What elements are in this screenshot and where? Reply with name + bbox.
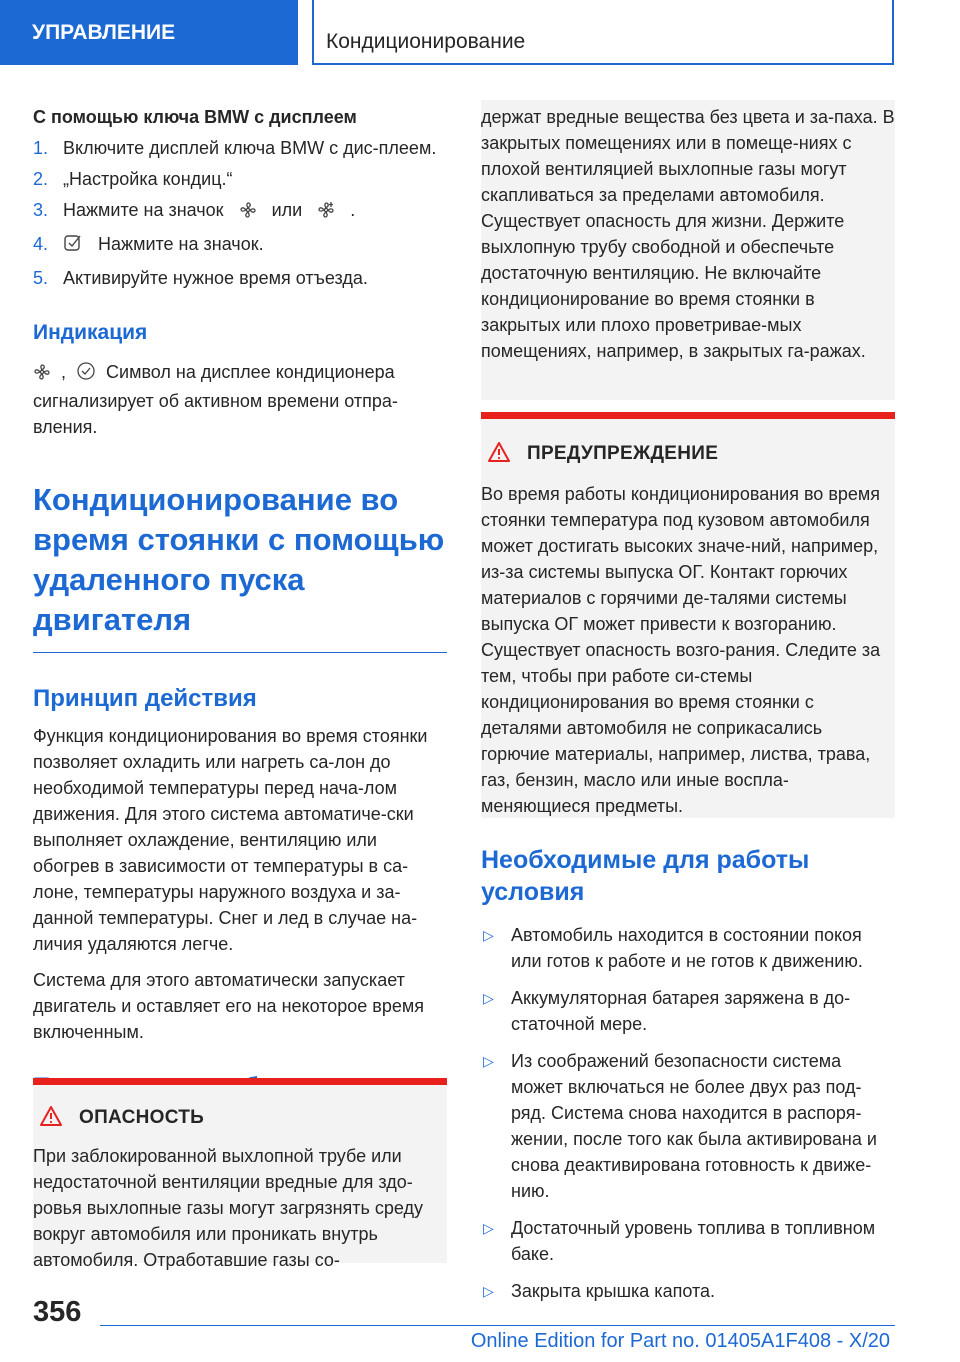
condition-text: Достаточный уровень топлива в топливном баке.	[511, 1218, 876, 1264]
step-number: 2.	[33, 169, 49, 189]
step-text: Активируйте нужное время отъезда.	[63, 268, 368, 288]
warning-text: Во время работы кондиционирования во время стоянки температура под кузовом автомобиля может достигать высоких значе-ний, например, из-за системы выпуска ОГ. Контакт горючих материалов с горячими де-талями системы выпуска ОГ может привести к возгоранию. Существует опасность возго-рания. Следите за тем, чтобы при работе си-стемы кондиционирования во время стоянки с деталями автомобиля не соприкасались горючие материалы, например, листва, трава, газ, бензин, масло или иные воспла-меняющиеся предметы.	[481, 484, 881, 816]
main-heading: Кондиционирование во время стоянки с помощью удаленного пуска двигателя	[33, 482, 445, 637]
step-text: Нажмите на значок	[63, 200, 224, 220]
triangle-bullet-icon: ▷	[483, 1053, 494, 1069]
danger-content	[33, 1105, 447, 1273]
step-item	[33, 166, 447, 192]
key-heading: С помощью ключа BMW с дисплеем	[33, 107, 357, 127]
danger-title: ОПАСНОСТЬ	[79, 1107, 205, 1128]
danger-continued-text: держат вредные вещества без цвета и за-паха. В закрытых помещениях или в помеще-ниях с плохой вентиляцией выхлопные газы могут скапливаться за пределами автомобиля. Существует опасность для жизни. Держите выхлопную трубу свободной и обеспечьте достаточную вентиляцию. Не включайте кондиционирование во время стоянки в закрытых или плохо проветривае-мых помещениях, например, в закрытых га-ражах.	[481, 107, 895, 361]
step-text: Нажмите на значок.	[98, 234, 264, 254]
fan-icon	[33, 362, 51, 388]
timer-icon	[76, 361, 96, 388]
step-text: .	[350, 200, 356, 220]
step-number: 5.	[33, 268, 49, 288]
principle-heading: Принцип действия	[33, 685, 257, 712]
condition-text: Закрыта крышка капота.	[511, 1281, 716, 1301]
warning-title-row	[481, 441, 895, 471]
step-item	[33, 197, 447, 226]
condition-item	[481, 1215, 895, 1267]
edition-link[interactable]: Online Edition for Part no. 01405A1F408 - X/20	[470, 1330, 890, 1352]
step-text: Включите дисплей ключа BMW с дис-плеем.	[63, 138, 437, 158]
indication-line-2: сигнализирует об активном времени отпра-вления.	[33, 391, 398, 437]
step-text: или	[271, 200, 303, 220]
conditions-heading: Необходимые для работы условия	[481, 846, 810, 906]
conditions-section	[481, 844, 895, 1315]
principle-paragraph-2: Система для этого автоматически запускает двигатель и оставляет его на некоторое время включенным.	[33, 970, 424, 1042]
warning-triangle-icon	[39, 1105, 63, 1135]
left-column	[33, 104, 447, 1103]
steps-list	[33, 135, 447, 291]
danger-box-continued	[481, 100, 895, 400]
condition-text: Из соображений безопасности система может включаться не более двух раз под-ряд. Система снова находится в распоря-жении, после того как была активирована и снова деактивирована готовность к движе-нию.	[511, 1051, 877, 1201]
step-number: 1.	[33, 138, 49, 158]
step-number: 3.	[33, 200, 49, 220]
warning-content	[481, 441, 895, 819]
fan-snow-icon	[317, 200, 335, 226]
warning-title: ПРЕДУПРЕЖДЕНИЕ	[527, 443, 719, 464]
principle-paragraph-1: Функция кондиционирования во время стоянки позволяет охладить или нагреть са-лон до необходимой температуры перед нача-лом движения. Для этого система автоматиче-ски выполняет охлаждение, вентиляцию или обогрев в зависимости от температуры в са-лоне, температуры наружного воздуха и за-данной температуры. Снег и лед в случае на-личия удаляются легче.	[33, 726, 428, 954]
danger-bar	[33, 1078, 447, 1085]
footer-rule	[100, 1325, 895, 1326]
conditions-list	[481, 922, 895, 1304]
condition-text: Аккумуляторная батарея заряжена в до-статочной мере.	[511, 988, 851, 1034]
step-item	[33, 135, 447, 161]
indication-text	[33, 359, 447, 440]
check-box-icon	[63, 233, 83, 260]
danger-box	[33, 1085, 447, 1270]
warning-box	[481, 419, 895, 818]
triangle-bullet-icon: ▷	[483, 1283, 494, 1299]
warning-bar	[481, 412, 895, 419]
condition-item	[481, 922, 895, 974]
page-number: 356	[33, 1296, 82, 1328]
fan-icon	[239, 200, 257, 226]
step-number: 4.	[33, 234, 49, 254]
condition-item	[481, 985, 895, 1037]
step-text: „Настройка кондиц.“	[63, 169, 233, 189]
section-tab: УПРАВЛЕНИЕ	[0, 0, 298, 65]
triangle-bullet-icon: ▷	[483, 927, 494, 943]
step-item	[33, 265, 447, 291]
chapter-title: Кондиционирование	[312, 0, 894, 65]
indication-heading: Индикация	[33, 321, 148, 344]
heading-rule	[33, 652, 447, 653]
indication-line-1: Символ на дисплее кондиционера	[106, 362, 395, 382]
triangle-bullet-icon: ▷	[483, 1220, 494, 1236]
condition-item	[481, 1048, 895, 1204]
step-item	[33, 231, 447, 260]
condition-text: Автомобиль находится в состоянии покоя или готов к работе и не готов к движению.	[511, 925, 863, 971]
triangle-bullet-icon: ▷	[483, 990, 494, 1006]
warning-triangle-icon	[487, 441, 511, 471]
condition-item	[481, 1278, 895, 1304]
indication-separator: ,	[61, 362, 67, 382]
danger-text: При заблокированной выхлопной трубе или недостаточной вентиляции вредные для здо-ровья выхлопные газы могут загрязнять среду вокруг автомобиля или проникать внутрь автомобиля. Отработавшие газы со-	[33, 1146, 424, 1270]
danger-title-row	[33, 1105, 447, 1135]
